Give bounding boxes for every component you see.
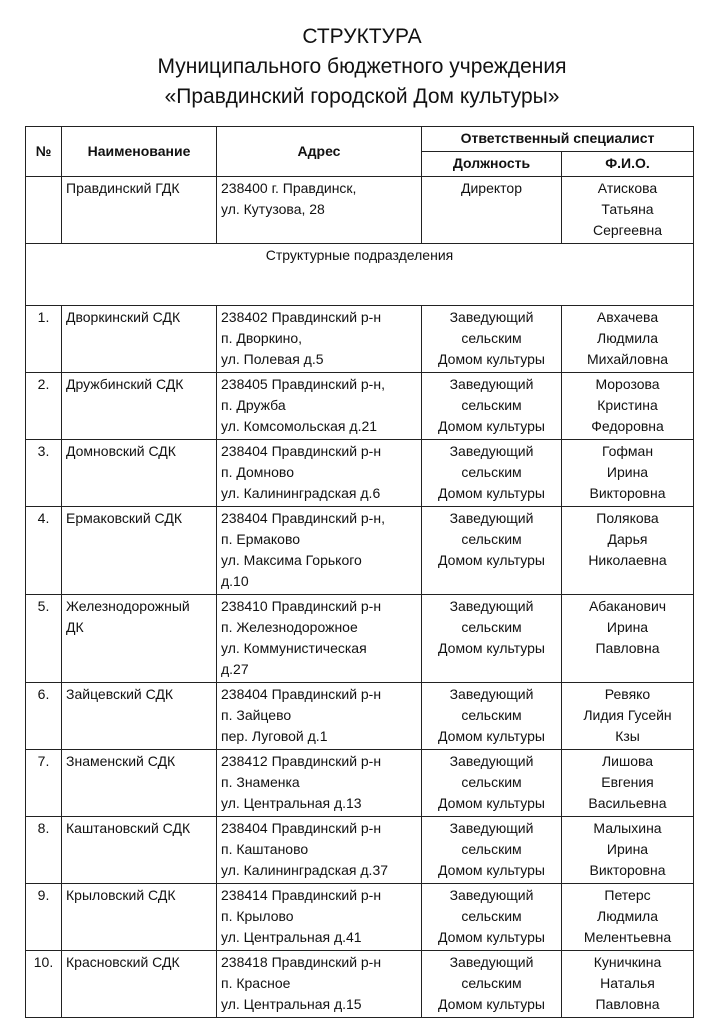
table-row: [26, 595, 694, 683]
cell-position: [422, 750, 562, 817]
fio-line: Павловна: [595, 996, 660, 1012]
cell-name: [62, 817, 217, 884]
cell-fio: [562, 440, 694, 507]
address-line: ул. Кутузова, 28: [221, 201, 325, 217]
cell-fio: [562, 884, 694, 951]
cell-num: 5.: [26, 595, 62, 683]
section-title: Структурные подразделения: [26, 244, 694, 306]
cell-num: 6.: [26, 683, 62, 750]
address-line: п. Красное: [221, 975, 291, 991]
fio-line: Людмила: [597, 330, 658, 346]
fio-line: Викторовна: [589, 485, 666, 501]
table-row: [26, 884, 694, 951]
position-line: Домом культуры: [438, 640, 545, 656]
cell-position: [422, 817, 562, 884]
position-line: Домом культуры: [438, 552, 545, 568]
position-line: Домом культуры: [438, 351, 545, 367]
fio-line: Кристина: [597, 397, 658, 413]
position-line: Заведующий: [449, 598, 534, 614]
cell-position: [422, 440, 562, 507]
fio-line: Куничкина: [593, 954, 662, 970]
table-row: [26, 750, 694, 817]
name-line: Правдинский ГДК: [66, 180, 180, 196]
position-line: Домом культуры: [438, 728, 545, 744]
table-row: [26, 683, 694, 750]
cell-position: [422, 177, 562, 244]
cell-address: [217, 750, 422, 817]
position-line: Директор: [461, 180, 522, 196]
address-line: ул. Центральная д.15: [221, 996, 362, 1012]
position-line: сельским: [461, 464, 522, 480]
fio-line: Атискова: [597, 180, 658, 196]
fio-line: Ревяко: [604, 686, 651, 702]
fio-line: Васильевна: [588, 795, 667, 811]
name-line: Домновский СДК: [66, 443, 176, 459]
address-line: п. Ермаково: [221, 531, 301, 547]
cell-num: 9.: [26, 884, 62, 951]
fio-line: Ирина: [606, 464, 649, 480]
address-line: 238404 Правдинский р-н: [221, 443, 382, 459]
fio-line: Николаевна: [588, 552, 667, 568]
name-line: Ермаковский СДК: [66, 510, 182, 526]
cell-num: 1.: [26, 306, 62, 373]
position-line: сельским: [461, 619, 522, 635]
fio-line: Ирина: [606, 619, 649, 635]
address-line: 238410 Правдинский р-н: [221, 598, 382, 614]
cell-position: [422, 507, 562, 595]
position-line: Домом культуры: [438, 418, 545, 434]
name-line: Красновский СДК: [66, 954, 180, 970]
cell-address: [217, 440, 422, 507]
cell-address: [217, 951, 422, 1018]
position-line: Домом культуры: [438, 929, 545, 945]
cell-position: [422, 306, 562, 373]
address-line: д.10: [221, 573, 249, 589]
address-line: 238405 Правдинский р-н,: [221, 376, 385, 392]
address-line: 238402 Правдинский р-н: [221, 309, 382, 325]
name-line: ДК: [66, 619, 84, 635]
cell-num: 3.: [26, 440, 62, 507]
address-line: п. Зайцево: [221, 707, 292, 723]
header-address: Адрес: [217, 127, 422, 177]
title-line-3: «Правдинский городской Дом культуры»: [164, 85, 560, 108]
address-line: ул. Центральная д.13: [221, 795, 362, 811]
address-line: ул. Полевая д.5: [221, 351, 324, 367]
cell-num: [26, 177, 62, 244]
main-row: [26, 177, 694, 244]
position-line: Заведующий: [449, 753, 534, 769]
position-line: сельским: [461, 975, 522, 991]
cell-num: 2.: [26, 373, 62, 440]
cell-address: [217, 595, 422, 683]
cell-position: [422, 595, 562, 683]
fio-line: Мелентьевна: [583, 929, 672, 945]
cell-name: [62, 951, 217, 1018]
fio-line: Павловна: [595, 640, 660, 656]
position-line: Заведующий: [449, 820, 534, 836]
fio-line: Морозова: [595, 376, 660, 392]
cell-position: [422, 951, 562, 1018]
fio-line: Федоровна: [591, 418, 664, 434]
address-line: 238404 Правдинский р-н,: [221, 510, 385, 526]
position-line: Заведующий: [449, 376, 534, 392]
cell-name: [62, 884, 217, 951]
position-line: Домом культуры: [438, 862, 545, 878]
fio-line: Татьяна: [601, 201, 654, 217]
address-line: 238400 г. Правдинск,: [221, 180, 357, 196]
document-title: [0, 22, 724, 112]
header-responsible: Ответственный специалист: [422, 127, 694, 152]
table-body: [26, 177, 694, 1018]
cell-fio: [562, 817, 694, 884]
fio-line: Ирина: [606, 841, 649, 857]
address-line: п. Каштаново: [221, 841, 309, 857]
position-line: сельским: [461, 397, 522, 413]
position-line: Заведующий: [449, 954, 534, 970]
cell-fio: [562, 373, 694, 440]
position-line: сельским: [461, 908, 522, 924]
fio-line: Наталья: [600, 975, 655, 991]
header-fio: Ф.И.О.: [562, 152, 694, 177]
name-line: Зайцевский СДК: [66, 686, 174, 702]
fio-line: Авхачева: [596, 309, 659, 325]
fio-line: Евгения: [601, 774, 654, 790]
fio-line: Петерс: [604, 887, 651, 903]
name-line: Дворкинский СДК: [66, 309, 181, 325]
cell-address: [217, 884, 422, 951]
cell-num: 8.: [26, 817, 62, 884]
address-line: п. Дворкино,: [221, 330, 303, 346]
table-row: [26, 306, 694, 373]
fio-line: Викторовна: [589, 862, 666, 878]
position-line: сельским: [461, 330, 522, 346]
position-line: сельским: [461, 707, 522, 723]
address-line: пер. Луговой д.1: [221, 728, 328, 744]
cell-num: 4.: [26, 507, 62, 595]
table-row: [26, 373, 694, 440]
cell-position: [422, 884, 562, 951]
cell-address: [217, 177, 422, 244]
address-line: п. Домново: [221, 464, 294, 480]
position-line: сельским: [461, 531, 522, 547]
cell-name: [62, 373, 217, 440]
table-row: [26, 951, 694, 1018]
cell-position: [422, 373, 562, 440]
fio-line: Лишова: [601, 753, 654, 769]
position-line: Заведующий: [449, 686, 534, 702]
position-line: сельским: [461, 841, 522, 857]
structure-table: [25, 126, 694, 1018]
table-row: [26, 440, 694, 507]
position-line: Заведующий: [449, 443, 534, 459]
cell-fio: [562, 750, 694, 817]
cell-fio: [562, 683, 694, 750]
address-line: ул. Центральная д.41: [221, 929, 362, 945]
cell-address: [217, 817, 422, 884]
address-line: ул. Калининградская д.37: [221, 862, 389, 878]
address-line: д.27: [221, 661, 249, 677]
fio-line: Михайловна: [587, 351, 668, 367]
address-line: 238412 Правдинский р-н: [221, 753, 382, 769]
cell-address: [217, 306, 422, 373]
address-line: 238404 Правдинский р-н: [221, 820, 382, 836]
position-line: Домом культуры: [438, 795, 545, 811]
fio-line: Дарья: [607, 531, 648, 547]
cell-fio: [562, 951, 694, 1018]
address-line: 238418 Правдинский р-н: [221, 954, 382, 970]
cell-num: 7.: [26, 750, 62, 817]
position-line: Заведующий: [449, 887, 534, 903]
address-line: 238414 Правдинский р-н: [221, 887, 382, 903]
address-line: п. Дружба: [221, 397, 286, 413]
fio-line: Кзы: [615, 728, 640, 744]
title-line-1: СТРУКТУРА: [302, 25, 422, 48]
name-line: Знаменский СДК: [66, 753, 176, 769]
cell-fio: [562, 177, 694, 244]
cell-fio: [562, 306, 694, 373]
position-line: сельским: [461, 774, 522, 790]
cell-address: [217, 683, 422, 750]
cell-name: [62, 595, 217, 683]
cell-fio: [562, 507, 694, 595]
section-row: [26, 244, 694, 306]
cell-name: [62, 177, 217, 244]
header-row: [26, 127, 694, 152]
fio-line: Людмила: [597, 908, 658, 924]
fio-line: Абаканович: [588, 598, 667, 614]
table-row: [26, 817, 694, 884]
cell-num: 10.: [26, 951, 62, 1018]
cell-name: [62, 507, 217, 595]
table-row: [26, 507, 694, 595]
cell-position: [422, 683, 562, 750]
address-line: ул. Коммунистическая: [221, 640, 367, 656]
cell-address: [217, 507, 422, 595]
address-line: ул. Калининградская д.6: [221, 485, 381, 501]
cell-name: [62, 750, 217, 817]
title-line-2: Муниципального бюджетного учреждения: [157, 55, 567, 78]
fio-line: Малыхина: [593, 820, 662, 836]
address-line: п. Железнодорожное: [221, 619, 358, 635]
address-line: 238404 Правдинский р-н: [221, 686, 382, 702]
header-position: Должность: [422, 152, 562, 177]
position-line: Домом культуры: [438, 996, 545, 1012]
name-line: Каштановский СДК: [66, 820, 191, 836]
address-line: п. Знаменка: [221, 774, 300, 790]
fio-line: Полякова: [596, 510, 659, 526]
header-name: Наименование: [62, 127, 217, 177]
position-line: Заведующий: [449, 309, 534, 325]
fio-line: Гофман: [601, 443, 654, 459]
position-line: Заведующий: [449, 510, 534, 526]
header-num: №: [26, 127, 62, 177]
name-line: Железнодорожный: [66, 598, 190, 614]
position-line: Домом культуры: [438, 485, 545, 501]
address-line: ул. Комсомольская д.21: [221, 418, 378, 434]
cell-fio: [562, 595, 694, 683]
cell-name: [62, 306, 217, 373]
name-line: Дружбинский СДК: [66, 376, 184, 392]
cell-address: [217, 373, 422, 440]
name-line: Крыловский СДК: [66, 887, 176, 903]
address-line: ул. Максима Горького: [221, 552, 362, 568]
address-line: п. Крылово: [221, 908, 294, 924]
fio-line: Сергеевна: [593, 222, 663, 238]
cell-name: [62, 440, 217, 507]
cell-name: [62, 683, 217, 750]
fio-line: Лидия Гусейн: [583, 707, 672, 723]
